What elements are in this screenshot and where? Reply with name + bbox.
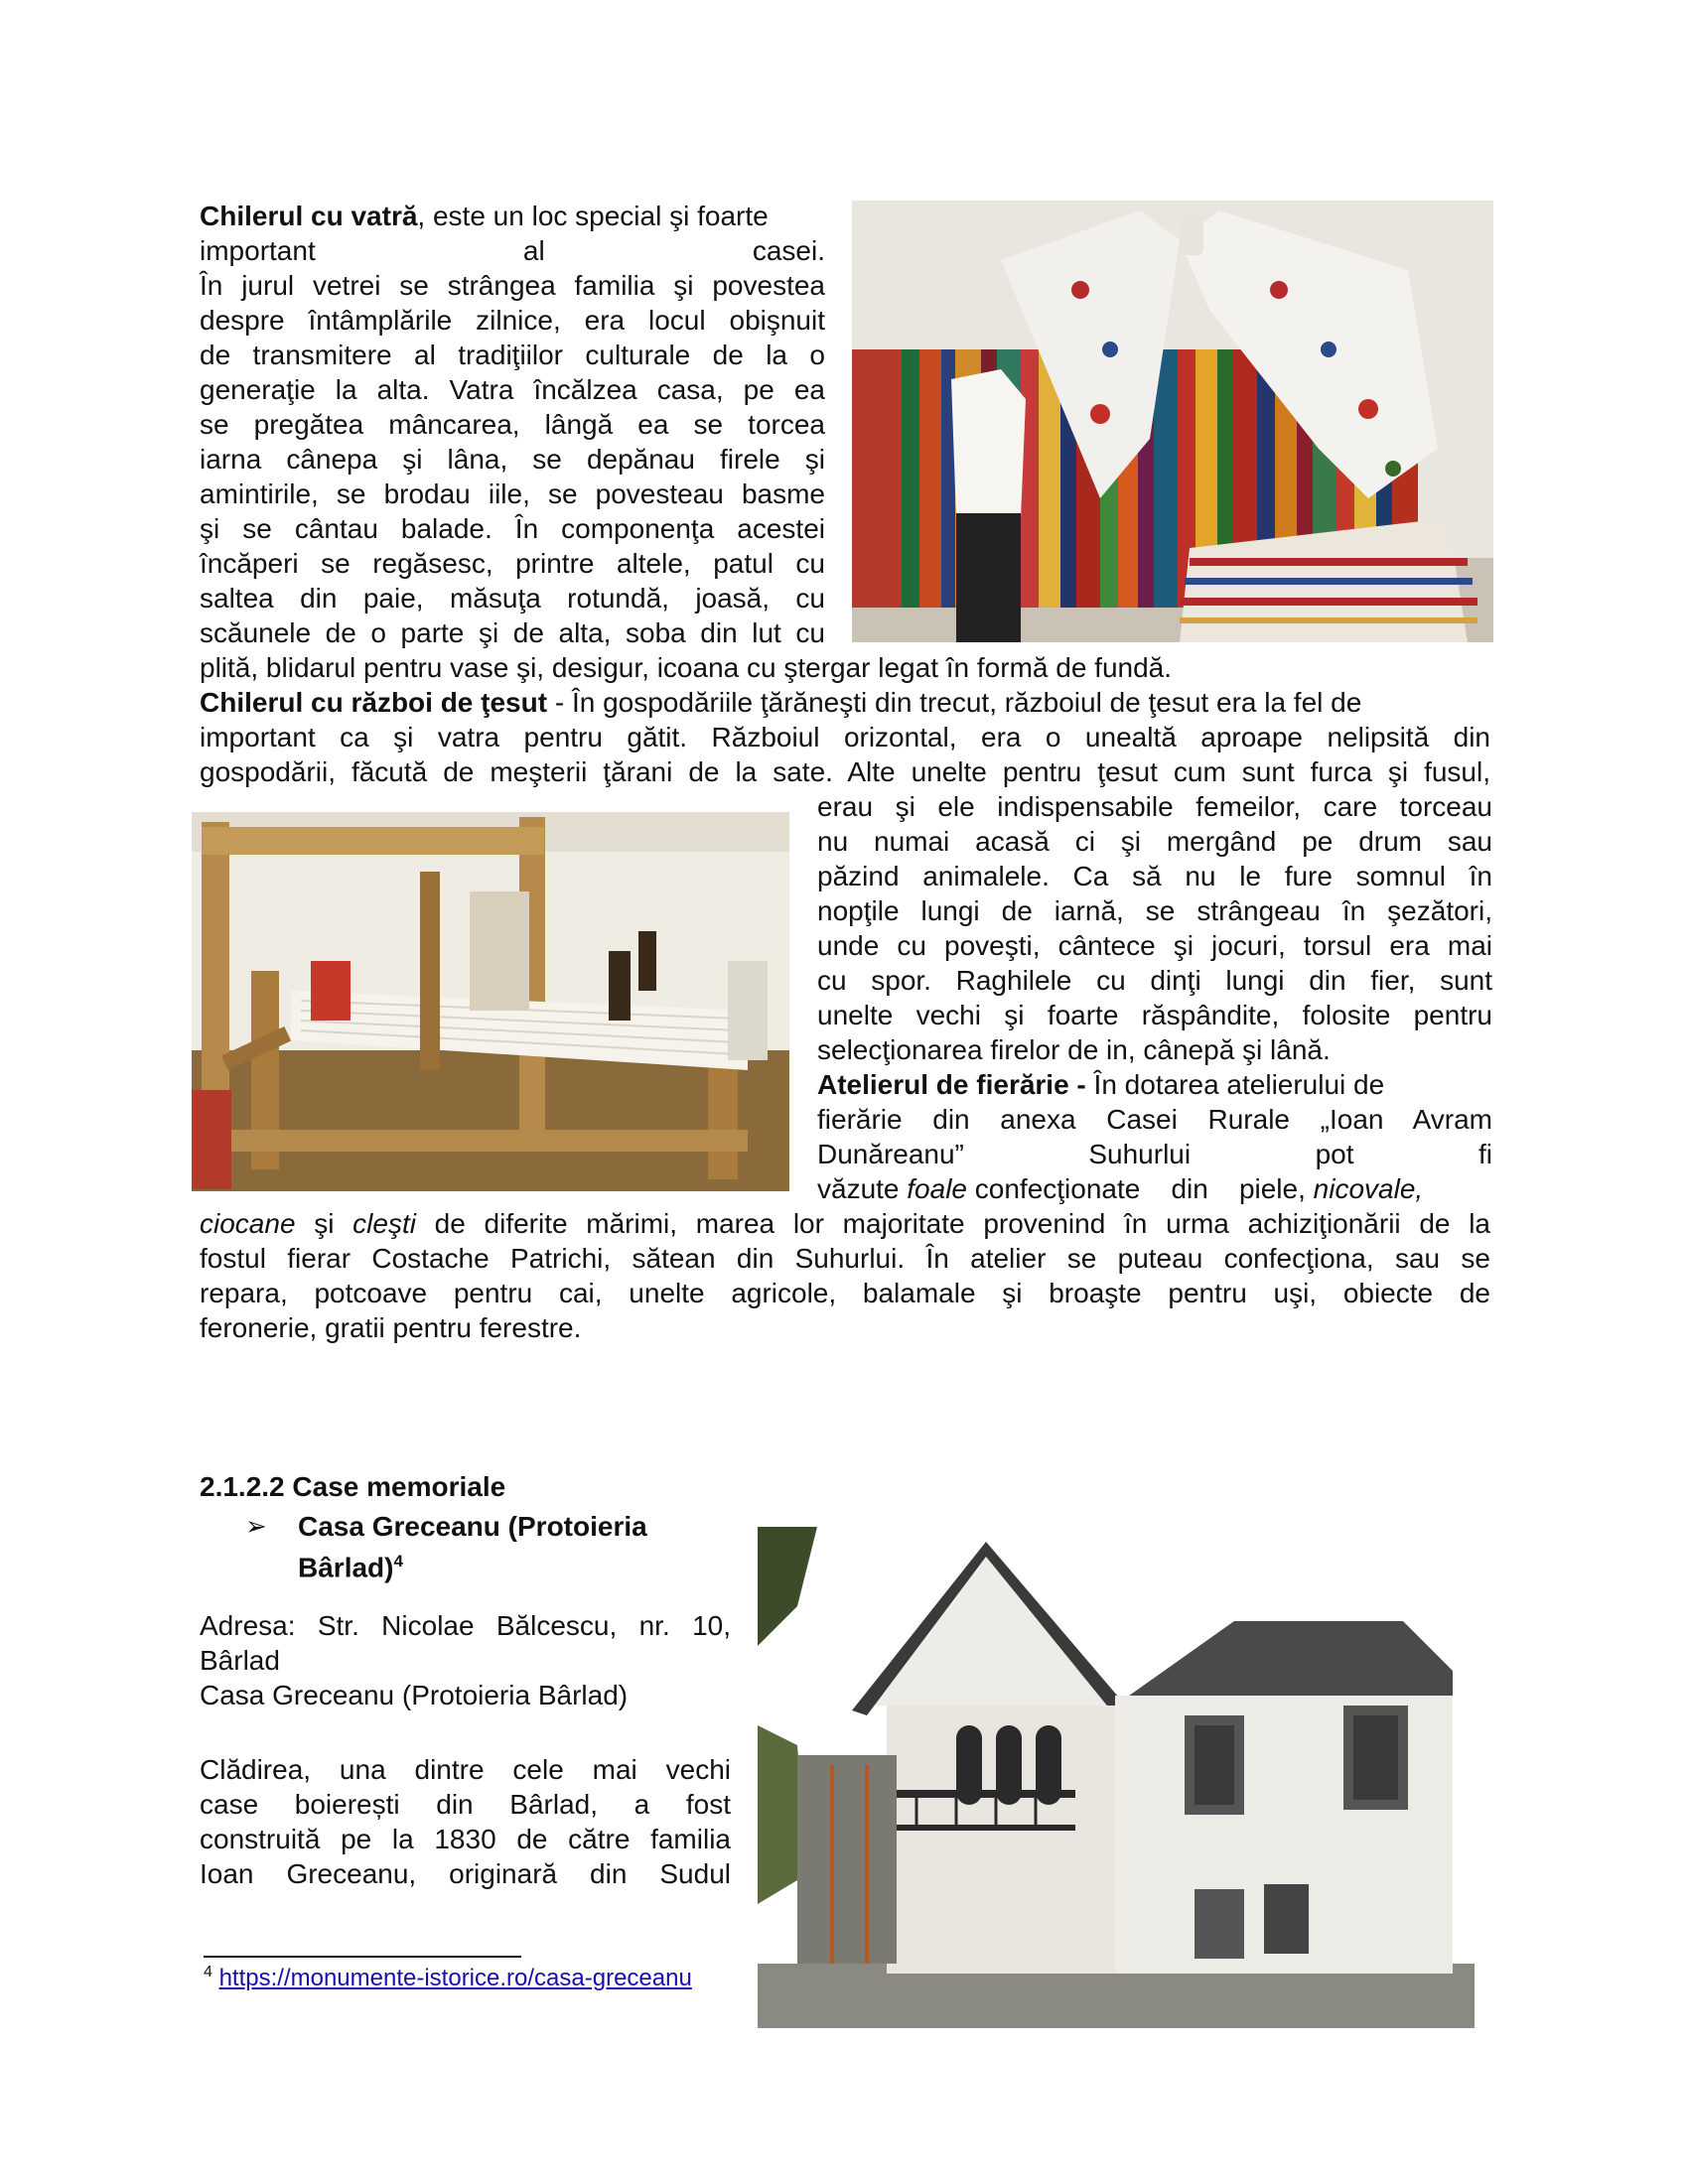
p2-line-6: păzind animalele. Ca să nu le fure somnul în xyxy=(817,861,1492,891)
photo-casa-greceanu xyxy=(758,1527,1475,2028)
p3-line-1: Atelierul de fierărie - În dotarea atelierului de xyxy=(817,1069,1385,1100)
p3-line-3: Dunăreanu” Suhurlui pot fi xyxy=(817,1139,1492,1169)
p2-line-9: cu spor. Raghilele cu dinţi lungi din fier, sunt xyxy=(817,965,1492,996)
p3-line-4: văzute foale confecţionate din piele, nicovale, xyxy=(817,1173,1424,1204)
p1-line-9: amintirile, se brodau iile, se povesteau basme xyxy=(200,478,825,509)
p2-line-8: unde cu poveşti, cântece şi jocuri, torsul era mai xyxy=(817,930,1492,961)
p1-line-3: În jurul vetrei se strângea familia şi povestea xyxy=(200,270,825,301)
p3-line-5: ciocane şi cleşti de diferite mărimi, marea lor majoritate provenind în urma achiziţionării de la xyxy=(200,1208,1491,1239)
body-line-1: Clădirea, una dintre cele mai vechi xyxy=(200,1754,731,1785)
body-line-2: case boierești din Bârlad, a fost xyxy=(200,1789,731,1820)
p1-line-5: de transmitere al tradiţiilor culturale de la o xyxy=(200,340,825,370)
body-line-4: Ioan Greceanu, originară din Sudul xyxy=(200,1858,731,1889)
p1-line-11: încăperi se regăsesc, printre altele, patul cu xyxy=(200,548,825,579)
bullet-title-line-1: Casa Greceanu (Protoieria xyxy=(298,1511,647,1542)
arrow-bullet-icon: ➢ xyxy=(245,1511,267,1541)
p3-line-8: feronerie, gratii pentru ferestre. xyxy=(200,1312,582,1343)
p2-line-7: nopţile lungi de iarnă, se strângeau în şezători, xyxy=(817,895,1492,926)
p2-line-2: important ca şi vatra pentru gătit. Războiul orizontal, era o unealtă aproape nelipsită din xyxy=(200,722,1490,752)
p1-bold-title: Chilerul cu vatră xyxy=(200,201,418,231)
p2-line-10: unelte vechi şi foarte răspândite, folosite pentru xyxy=(817,1000,1492,1030)
p2-line-5: nu numai acasă ci şi mergând pe drum sau xyxy=(817,826,1492,857)
p1-line-1: Chilerul cu vatră, este un loc special şi foarte xyxy=(200,201,769,231)
p1-line-4: despre întâmplările zilnice, era locul obişnuit xyxy=(200,305,825,336)
body-line-3: construită pe la 1830 de către familia xyxy=(200,1824,731,1854)
p1-line-13: scăunele de o parte şi de alta, soba din lut cu xyxy=(200,617,825,648)
photo-weaving-loom xyxy=(192,812,789,1191)
p2-line-11: selecţionarea firelor de in, cânepă şi lână. xyxy=(817,1034,1331,1065)
p1-line-14: plită, blidarul pentru vase şi, desigur, icoana cu ştergar legat în formă de fundă. xyxy=(200,652,1173,683)
bullet-title-line-2: Bârlad)$^4$ xyxy=(298,1552,403,1583)
p2-line-4: erau şi ele indispensabile femeilor, care torceau xyxy=(817,791,1492,822)
address-line-1: Adresa: Str. Nicolae Bălcescu, nr. 10, xyxy=(200,1610,731,1641)
p2-line-3: gospodării, făcută de meşterii ţărani de la sate. Alte unelte pentru ţesut cum sunt furca şi fusul, xyxy=(200,756,1490,787)
address-line-2: Bârlad xyxy=(200,1645,280,1676)
p2-line-1: Chilerul cu război de ţesut - În gospodăriile ţărăneşti din trecut, războiul de ţesut era la fel de xyxy=(200,687,1362,718)
p3-line-6: fostul fierar Costache Patrichi, sătean din Suhurlui. În atelier se puteau confecţiona, sau se xyxy=(200,1243,1490,1274)
p1-line-6: generaţie la alta. Vatra încălzea casa, pe ea xyxy=(200,374,825,405)
p1-line-2: important al casei. xyxy=(200,235,825,266)
p1-line-8: iarna cânepa şi lâna, se depănau firele şi xyxy=(200,444,825,475)
p3-bold-title: Atelierul de fierărie - xyxy=(817,1069,1086,1100)
photo-hearth-room xyxy=(852,201,1493,642)
p1-line-7: se pregătea mâncarea, lângă ea se torcea xyxy=(200,409,825,440)
footnote-ref[interactable]: 4 xyxy=(393,1552,403,1570)
address-line-3: Casa Greceanu (Protoieria Bârlad) xyxy=(200,1680,629,1710)
p1-line-12: saltea din paie, măsuţa rotundă, joasă, cu xyxy=(200,583,825,614)
p2-bold-title: Chilerul cu război de ţesut xyxy=(200,687,548,718)
footnote-link[interactable]: https://monumente-istorice.ro/casa-greceanu xyxy=(218,1965,692,1991)
footnote-separator xyxy=(204,1956,521,1958)
section-heading: 2.1.2.2 Case memoriale xyxy=(200,1471,506,1502)
footnote: $^4$ https://monumente-istorice.ro/casa-greceanu xyxy=(204,1964,692,1991)
p3-line-2: fierărie din anexa Casei Rurale „Ioan Avram xyxy=(817,1104,1492,1135)
p3-line-7: repara, potcoave pentru cai, unelte agricole, balamale şi broaşte pentru uşi, obiecte de xyxy=(200,1278,1490,1308)
p1-line-10: şi se cântau balade. În componenţa acestei xyxy=(200,513,825,544)
